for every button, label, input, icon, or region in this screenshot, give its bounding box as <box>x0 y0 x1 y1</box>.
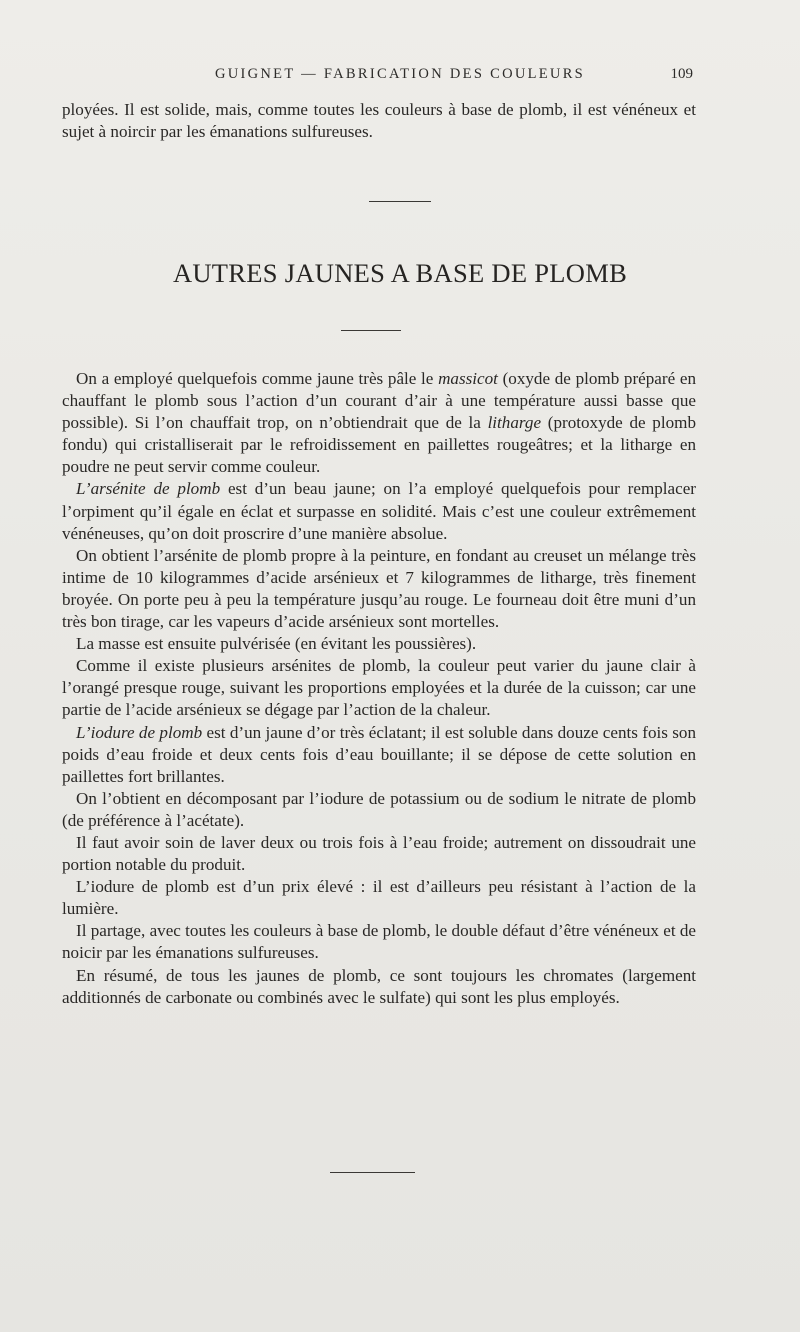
term-massicot: massicot <box>438 369 498 388</box>
paragraph-massicot <box>62 368 696 478</box>
paragraph-color-variation: Comme il existe plusieurs arsénites de plomb, la couleur peut varier du jaune clair à l’orangé presque rouge, suivant les proportions employées et la durée de la cuisson; car une partie de l’acide arsénieux se dégage par l’action de la chaleur. <box>62 656 696 720</box>
section-title: AUTRES JAUNES A BASE DE PLOMB <box>172 258 628 288</box>
paragraph-iodure-text: est d’un jaune d’or très éclatant; il est soluble dans douze cents fois son poids d’eau froide et deux cents fois d’eau bouillante; il se dépose de cette solution en paillettes fort brillantes. <box>62 722 696 786</box>
paragraph-arsenite-preparation: On obtient l’arsénite de plomb propre à la peinture, en fondant au creuset un mélange très intime de 10 kilogrammes d’acide arsénieux et 7 kilogrammes de litharge, très finement broyée. On porte peu à peu la température jusqu’au rouge. Le fourneau doit être muni d’un très bon tirage, car les vapeurs d’acide arsénieux sont mortelles. <box>62 545 696 632</box>
paragraph-price: L’iodure de plomb est d’un prix élevé : il est d’ailleurs peu résistant à l’action de la lumière. <box>62 877 696 919</box>
paragraph-pulverisation: La masse est ensuite pulvérisée (en évitant les poussières). <box>76 634 477 654</box>
term-litharge: litharge <box>487 413 542 433</box>
paragraph-summary: En résumé, de tous les jaunes de plomb, ce sont toujours les chromates (largement additionnés de carbonate ou combinés avec le sulfate) qui sont les plus employés. <box>62 965 696 1007</box>
opening-text: ployées. Il est solide, mais, comme toutes les couleurs à base de plomb, il est vénéneux et sujet à noircir par les émanations sulfureuses. <box>62 100 696 142</box>
running-head <box>0 66 800 90</box>
page-number: 109 <box>670 66 693 82</box>
section-divider-bottom <box>341 330 401 331</box>
paragraph-arsenite <box>62 478 696 544</box>
paragraph-toxicity: Il partage, avec toutes les couleurs à base de plomb, le double défaut d’être vénéneux et de noicir par les émanations sulfureuses. <box>62 921 696 963</box>
term-arsenite: L’arsénite de plomb <box>76 479 221 499</box>
paragraph-iodure-preparation: On l’obtient en décomposant par l’iodure de potassium ou de sodium le nitrate de plomb (de préférence à l’acétate). <box>62 788 696 830</box>
closing-rule <box>330 1172 415 1173</box>
paragraph-arsenite-text: est d’un beau jaune; on l’a employé quelquefois pour remplacer l’orpiment qu’il égale en éclat et surpasse en solidité. Mais c’est une couleur extrêmement vénéneuses, qu’on doit proscrire d’une manière absolue. <box>62 479 696 543</box>
paragraph-washing: Il faut avoir soin de laver deux ou trois fois à l’eau froide; autrement on dissoudrait une portion notable du produit. <box>62 832 696 875</box>
bleed-through-shadow <box>0 178 800 210</box>
running-head-title: GUIGNET — FABRICATION DES COULEURS <box>214 66 586 82</box>
paragraph-massicot-text-2: (oxyde de plomb préparé en chauffant le plomb sous l’action d’un courant d’air à une température aussi basse que possible). Si l’on chauffait trop, on n’obtiendrait que de la <box>62 369 696 433</box>
term-iodure: L’iodure de plomb <box>76 722 203 742</box>
paragraph-iodure <box>62 722 696 788</box>
paragraph-massicot-text-1: On a employé quelquefois comme jaune très pâle le <box>76 369 439 388</box>
section-divider-top <box>369 201 431 202</box>
paragraph-massicot-text-3: (protoxyde de plomb fondu) qui cristalliserait par le refroidissement en paillettes rougeâtres; et la litharge en poudre ne peut servir comme couleur. <box>62 413 696 477</box>
main-text <box>62 368 696 1009</box>
opening-paragraph <box>62 99 696 143</box>
